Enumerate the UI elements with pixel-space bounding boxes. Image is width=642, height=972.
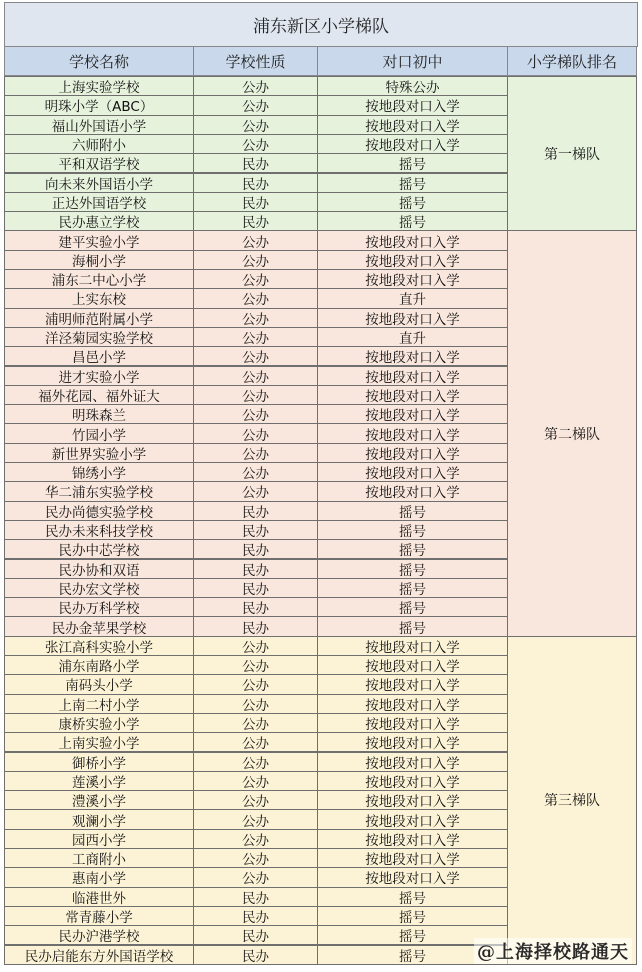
middle-school-cell: 按地段对口入学 bbox=[317, 308, 508, 328]
middle-school-cell: 按地段对口入学 bbox=[317, 443, 508, 463]
middle-school-cell: 摇号 bbox=[317, 887, 508, 907]
school-type-cell: 民办 bbox=[193, 501, 318, 521]
middle-school-cell: 摇号 bbox=[317, 539, 508, 559]
school-name-cell: 正达外国语学校 bbox=[4, 192, 194, 212]
middle-school-cell: 按地段对口入学 bbox=[317, 346, 508, 366]
school-name-cell: 御桥小学 bbox=[4, 752, 194, 772]
school-name-cell: 平和双语学校 bbox=[4, 153, 194, 173]
school-type-cell: 公办 bbox=[193, 713, 318, 733]
middle-school-cell: 摇号 bbox=[317, 501, 508, 521]
school-type-cell: 民办 bbox=[193, 192, 318, 212]
header-school-type: 学校性质 bbox=[193, 46, 318, 76]
school-name-cell: 民办启能东方外国语学校 bbox=[4, 945, 194, 965]
school-name-cell: 竹园小学 bbox=[4, 423, 194, 443]
school-name-cell: 上南二村小学 bbox=[4, 694, 194, 714]
school-name-cell: 进才实验小学 bbox=[4, 366, 194, 386]
middle-school-cell: 按地段对口入学 bbox=[317, 636, 508, 656]
school-name-cell: 浦明师范附属小学 bbox=[4, 308, 194, 328]
school-type-cell: 民办 bbox=[193, 520, 318, 540]
school-type-cell: 公办 bbox=[193, 288, 318, 308]
school-type-cell: 公办 bbox=[193, 732, 318, 752]
school-type-cell: 公办 bbox=[193, 230, 318, 250]
school-type-cell: 公办 bbox=[193, 443, 318, 463]
school-type-cell: 民办 bbox=[193, 887, 318, 907]
school-type-cell: 公办 bbox=[193, 848, 318, 868]
middle-school-cell: 摇号 bbox=[317, 520, 508, 540]
middle-school-cell: 按地段对口入学 bbox=[317, 115, 508, 135]
school-name-cell: 向未来外国语小学 bbox=[4, 173, 194, 193]
middle-school-cell: 摇号 bbox=[317, 153, 508, 173]
school-name-cell: 民办未来科技学校 bbox=[4, 520, 194, 540]
school-name-cell: 民办万科学校 bbox=[4, 597, 194, 617]
middle-school-cell: 按地段对口入学 bbox=[317, 404, 508, 424]
school-type-cell: 公办 bbox=[193, 134, 318, 154]
school-name-cell: 康桥实验小学 bbox=[4, 713, 194, 733]
school-name-cell: 锦绣小学 bbox=[4, 462, 194, 482]
school-name-cell: 海桐小学 bbox=[4, 250, 194, 270]
middle-school-cell: 按地段对口入学 bbox=[317, 867, 508, 887]
school-type-cell: 民办 bbox=[193, 559, 318, 579]
middle-school-cell: 按地段对口入学 bbox=[317, 481, 508, 501]
school-type-cell: 公办 bbox=[193, 809, 318, 829]
school-name-cell: 园西小学 bbox=[4, 829, 194, 849]
school-type-cell: 公办 bbox=[193, 462, 318, 482]
sheet-title: 浦东新区小学梯队 bbox=[4, 2, 638, 47]
middle-school-cell: 摇号 bbox=[317, 211, 508, 231]
school-name-cell: 莲溪小学 bbox=[4, 771, 194, 791]
school-name-cell: 上海实验学校 bbox=[4, 76, 194, 96]
school-type-cell: 公办 bbox=[193, 829, 318, 849]
school-type-cell: 公办 bbox=[193, 771, 318, 791]
middle-school-cell: 按地段对口入学 bbox=[317, 809, 508, 829]
middle-school-cell: 按地段对口入学 bbox=[317, 713, 508, 733]
middle-school-cell: 按地段对口入学 bbox=[317, 230, 508, 250]
school-name-cell: 惠南小学 bbox=[4, 867, 194, 887]
middle-school-cell: 摇号 bbox=[317, 192, 508, 212]
school-name-cell: 澧溪小学 bbox=[4, 790, 194, 810]
middle-school-cell: 按地段对口入学 bbox=[317, 694, 508, 714]
school-type-cell: 公办 bbox=[193, 327, 318, 347]
school-name-cell: 民办惠立学校 bbox=[4, 211, 194, 231]
school-name-cell: 常青藤小学 bbox=[4, 906, 194, 926]
middle-school-cell: 直升 bbox=[317, 288, 508, 308]
school-name-cell: 明珠小学（ABC） bbox=[4, 95, 194, 115]
school-name-cell: 张江高科实验小学 bbox=[4, 636, 194, 656]
school-name-cell: 观澜小学 bbox=[4, 809, 194, 829]
header-middle-school: 对口初中 bbox=[317, 46, 508, 76]
school-type-cell: 公办 bbox=[193, 694, 318, 714]
school-type-cell: 民办 bbox=[193, 945, 318, 965]
middle-school-cell: 按地段对口入学 bbox=[317, 790, 508, 810]
middle-school-cell: 按地段对口入学 bbox=[317, 250, 508, 270]
school-type-cell: 民办 bbox=[193, 616, 318, 636]
school-name-cell: 昌邑小学 bbox=[4, 346, 194, 366]
middle-school-cell: 摇号 bbox=[317, 578, 508, 598]
school-name-cell: 民办沪港学校 bbox=[4, 925, 194, 945]
school-type-cell: 公办 bbox=[193, 867, 318, 887]
tier-label-cell: 第三梯队 bbox=[507, 636, 637, 965]
school-name-cell: 六师附小 bbox=[4, 134, 194, 154]
middle-school-cell: 按地段对口入学 bbox=[317, 848, 508, 868]
middle-school-cell: 按地段对口入学 bbox=[317, 95, 508, 115]
school-name-cell: 浦东南路小学 bbox=[4, 655, 194, 675]
middle-school-cell: 按地段对口入学 bbox=[317, 462, 508, 482]
school-name-cell: 福山外国语小学 bbox=[4, 115, 194, 135]
school-name-cell: 洋泾菊园实验学校 bbox=[4, 327, 194, 347]
school-name-cell: 民办尚德实验学校 bbox=[4, 501, 194, 521]
school-name-cell: 上南实验小学 bbox=[4, 732, 194, 752]
school-name-cell: 上实东校 bbox=[4, 288, 194, 308]
school-type-cell: 公办 bbox=[193, 655, 318, 675]
middle-school-cell: 摇号 bbox=[317, 597, 508, 617]
school-type-cell: 民办 bbox=[193, 925, 318, 945]
middle-school-cell: 摇号 bbox=[317, 906, 508, 926]
school-type-cell: 民办 bbox=[193, 578, 318, 598]
school-type-cell: 公办 bbox=[193, 115, 318, 135]
school-name-cell: 浦东二中心小学 bbox=[4, 269, 194, 289]
school-type-cell: 民办 bbox=[193, 173, 318, 193]
header-school-name: 学校名称 bbox=[4, 46, 194, 76]
tier-label-cell: 第二梯队 bbox=[507, 230, 637, 636]
school-type-cell: 公办 bbox=[193, 423, 318, 443]
spreadsheet bbox=[4, 2, 640, 970]
middle-school-cell: 直升 bbox=[317, 327, 508, 347]
middle-school-cell: 按地段对口入学 bbox=[317, 732, 508, 752]
middle-school-cell: 按地段对口入学 bbox=[317, 269, 508, 289]
school-type-cell: 公办 bbox=[193, 385, 318, 405]
school-type-cell: 公办 bbox=[193, 76, 318, 96]
school-type-cell: 公办 bbox=[193, 346, 318, 366]
school-type-cell: 公办 bbox=[193, 752, 318, 772]
school-type-cell: 民办 bbox=[193, 211, 318, 231]
middle-school-cell: 按地段对口入学 bbox=[317, 423, 508, 443]
middle-school-cell: 按地段对口入学 bbox=[317, 829, 508, 849]
header-tier-rank: 小学梯队排名 bbox=[507, 46, 637, 76]
school-name-cell: 明珠森兰 bbox=[4, 404, 194, 424]
middle-school-cell: 按地段对口入学 bbox=[317, 674, 508, 694]
school-name-cell: 工商附小 bbox=[4, 848, 194, 868]
school-type-cell: 公办 bbox=[193, 674, 318, 694]
school-name-cell: 民办中芯学校 bbox=[4, 539, 194, 559]
school-type-cell: 公办 bbox=[193, 790, 318, 810]
tier-label-cell: 第一梯队 bbox=[507, 76, 637, 231]
middle-school-cell: 摇号 bbox=[317, 559, 508, 579]
school-type-cell: 公办 bbox=[193, 250, 318, 270]
middle-school-cell: 按地段对口入学 bbox=[317, 752, 508, 772]
middle-school-cell: 摇号 bbox=[317, 945, 508, 965]
school-type-cell: 民办 bbox=[193, 153, 318, 173]
school-type-cell: 公办 bbox=[193, 95, 318, 115]
school-type-cell: 公办 bbox=[193, 404, 318, 424]
school-type-cell: 公办 bbox=[193, 481, 318, 501]
school-name-cell: 民办协和双语 bbox=[4, 559, 194, 579]
school-name-cell: 南码头小学 bbox=[4, 674, 194, 694]
school-name-cell: 福外花园、福外证大 bbox=[4, 385, 194, 405]
school-type-cell: 公办 bbox=[193, 269, 318, 289]
school-type-cell: 民办 bbox=[193, 906, 318, 926]
school-type-cell: 民办 bbox=[193, 597, 318, 617]
school-name-cell: 民办宏文学校 bbox=[4, 578, 194, 598]
middle-school-cell: 按地段对口入学 bbox=[317, 385, 508, 405]
school-type-cell: 民办 bbox=[193, 539, 318, 559]
school-name-cell: 临港世外 bbox=[4, 887, 194, 907]
middle-school-cell: 按地段对口入学 bbox=[317, 771, 508, 791]
middle-school-cell: 特殊公办 bbox=[317, 76, 508, 96]
middle-school-cell: 按地段对口入学 bbox=[317, 366, 508, 386]
middle-school-cell: 摇号 bbox=[317, 616, 508, 636]
school-name-cell: 新世界实验小学 bbox=[4, 443, 194, 463]
middle-school-cell: 摇号 bbox=[317, 925, 508, 945]
school-type-cell: 公办 bbox=[193, 308, 318, 328]
school-name-cell: 民办金苹果学校 bbox=[4, 616, 194, 636]
middle-school-cell: 摇号 bbox=[317, 173, 508, 193]
watermark-text: @上海择校路通天 bbox=[474, 938, 632, 964]
school-name-cell: 华二浦东实验学校 bbox=[4, 481, 194, 501]
school-type-cell: 公办 bbox=[193, 366, 318, 386]
middle-school-cell: 按地段对口入学 bbox=[317, 655, 508, 675]
school-type-cell: 公办 bbox=[193, 636, 318, 656]
middle-school-cell: 按地段对口入学 bbox=[317, 134, 508, 154]
school-name-cell: 建平实验小学 bbox=[4, 230, 194, 250]
